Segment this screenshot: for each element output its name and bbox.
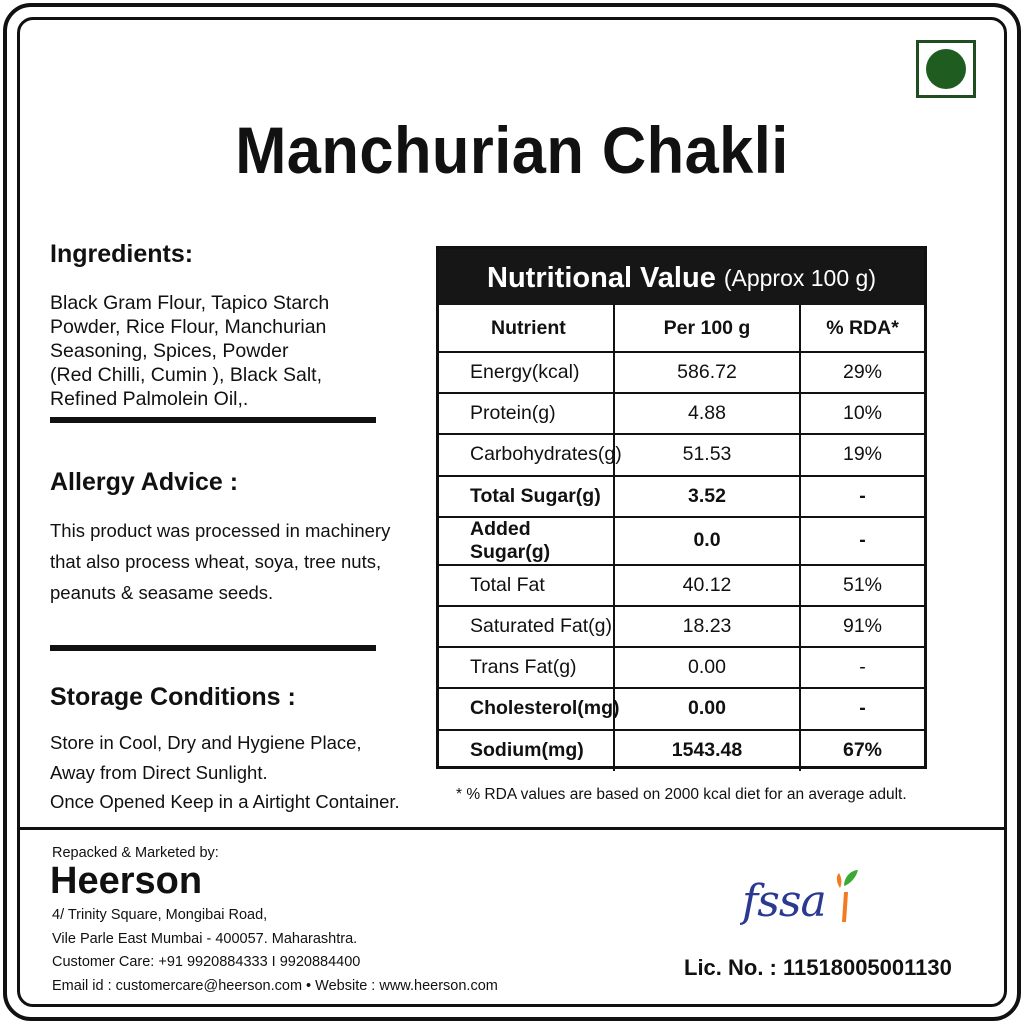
allergy-line: This product was processed in machinery xyxy=(50,520,391,541)
nutrition-header-row xyxy=(439,305,924,352)
per100-cell: 586.72 xyxy=(614,352,800,393)
rda-cell: - xyxy=(800,517,924,565)
storage-heading: Storage Conditions : xyxy=(50,683,296,711)
nutrient-cell: Trans Fat(g) xyxy=(439,647,614,688)
rda-cell: 67% xyxy=(800,730,924,771)
nutrient-cell: Cholesterol(mg) xyxy=(439,688,614,729)
ingredients-line: (Red Chilli, Cumin ), Black Salt, xyxy=(50,364,322,386)
nutrient-cell: Energy(kcal) xyxy=(439,352,614,393)
nutrient-cell: Carbohydrates(g) xyxy=(439,434,614,475)
veg-mark-icon xyxy=(916,40,976,98)
storage-line: Away from Direct Sunlight. xyxy=(50,761,268,783)
marketer-label: Repacked & Marketed by: xyxy=(52,845,219,861)
allergy-line: peanuts & seasame seeds. xyxy=(50,582,274,603)
nutrition-row xyxy=(439,393,924,434)
nutrition-panel xyxy=(436,246,927,769)
allergy-text xyxy=(50,515,390,608)
rda-cell: - xyxy=(800,688,924,729)
allergy-line: that also process wheat, soya, tree nuts, xyxy=(50,551,382,572)
storage-text xyxy=(50,728,400,817)
nutrition-row xyxy=(439,565,924,606)
nutrition-row xyxy=(439,730,924,771)
nutrient-cell: Protein(g) xyxy=(439,393,614,434)
product-title: Manchurian Chakli xyxy=(235,113,789,187)
nutrient-cell: Added Sugar(g) xyxy=(439,517,614,565)
rda-cell: - xyxy=(800,476,924,517)
nutrition-row xyxy=(439,647,924,688)
ingredients-line: Black Gram Flour, Tapico Starch xyxy=(50,292,330,314)
nutrient-cell: Sodium(mg) xyxy=(439,730,614,771)
nutrition-title: Nutritional Value xyxy=(487,261,716,294)
per100-cell: 0.00 xyxy=(614,647,800,688)
contact-line: Email id : customercare@heerson.com • Website : www.heerson.com xyxy=(52,977,498,994)
nutrition-row xyxy=(439,352,924,393)
column-header-rda: % RDA* xyxy=(800,305,924,352)
ingredients-line: Powder, Rice Flour, Manchurian xyxy=(50,316,327,338)
customer-care-line: Customer Care: +91 9920884333 I 9920884400 xyxy=(52,954,361,970)
column-header-nutrient: Nutrient xyxy=(439,305,614,352)
nutrition-row xyxy=(439,517,924,565)
ingredients-line: Seasoning, Spices, Powder xyxy=(50,340,289,362)
nutrition-header xyxy=(439,249,924,305)
nutrition-row xyxy=(439,476,924,517)
per100-cell: 3.52 xyxy=(614,476,800,517)
svg-text:fssa: fssa xyxy=(742,876,826,927)
fssai-license-number: Lic. No. : 11518005001130 xyxy=(684,955,952,980)
address-line: Vile Parle East Mumbai - 400057. Maharashtra. xyxy=(52,930,358,947)
section-rule xyxy=(50,645,376,651)
per100-cell: 18.23 xyxy=(614,606,800,647)
brand-name: Heerson xyxy=(50,860,203,902)
nutrition-row xyxy=(439,688,924,729)
ingredients-line: Refined Palmolein Oil,. xyxy=(50,388,249,410)
storage-line: Store in Cool, Dry and Hygiene Place, xyxy=(50,732,362,753)
rda-cell: 29% xyxy=(800,352,924,393)
ingredients-text xyxy=(50,291,390,411)
rda-cell: 91% xyxy=(800,606,924,647)
per100-cell: 0.00 xyxy=(614,688,800,729)
nutrient-cell: Total Fat xyxy=(439,565,614,606)
footer-divider xyxy=(19,827,1005,830)
per100-cell: 0.0 xyxy=(614,517,800,565)
nutrition-row xyxy=(439,434,924,475)
address-line: 4/ Trinity Square, Mongibai Road, xyxy=(52,907,268,923)
ingredients-heading: Ingredients: xyxy=(50,240,194,268)
per100-cell: 51.53 xyxy=(614,434,800,475)
per100-cell: 4.88 xyxy=(614,393,800,434)
nutrient-cell: Saturated Fat(g) xyxy=(439,606,614,647)
rda-footnote: * % RDA values are based on 2000 kcal diet for an average adult. xyxy=(456,786,907,803)
column-header-per100: Per 100 g xyxy=(614,305,800,352)
fssai-logo-icon xyxy=(740,866,860,930)
storage-line: Once Opened Keep in a Airtight Container. xyxy=(50,791,400,812)
rda-cell: - xyxy=(800,647,924,688)
nutrient-cell: Total Sugar(g) xyxy=(439,476,614,517)
rda-cell: 19% xyxy=(800,434,924,475)
nutrition-row xyxy=(439,606,924,647)
nutrition-table xyxy=(439,305,924,771)
nutrition-subtitle: (Approx 100 g) xyxy=(723,264,876,291)
per100-cell: 1543.48 xyxy=(614,730,800,771)
veg-mark-dot xyxy=(926,49,966,89)
section-rule xyxy=(50,417,376,423)
per100-cell: 40.12 xyxy=(614,565,800,606)
rda-cell: 10% xyxy=(800,393,924,434)
marketer-details xyxy=(52,904,498,998)
rda-cell: 51% xyxy=(800,565,924,606)
allergy-heading: Allergy Advice : xyxy=(50,468,239,496)
